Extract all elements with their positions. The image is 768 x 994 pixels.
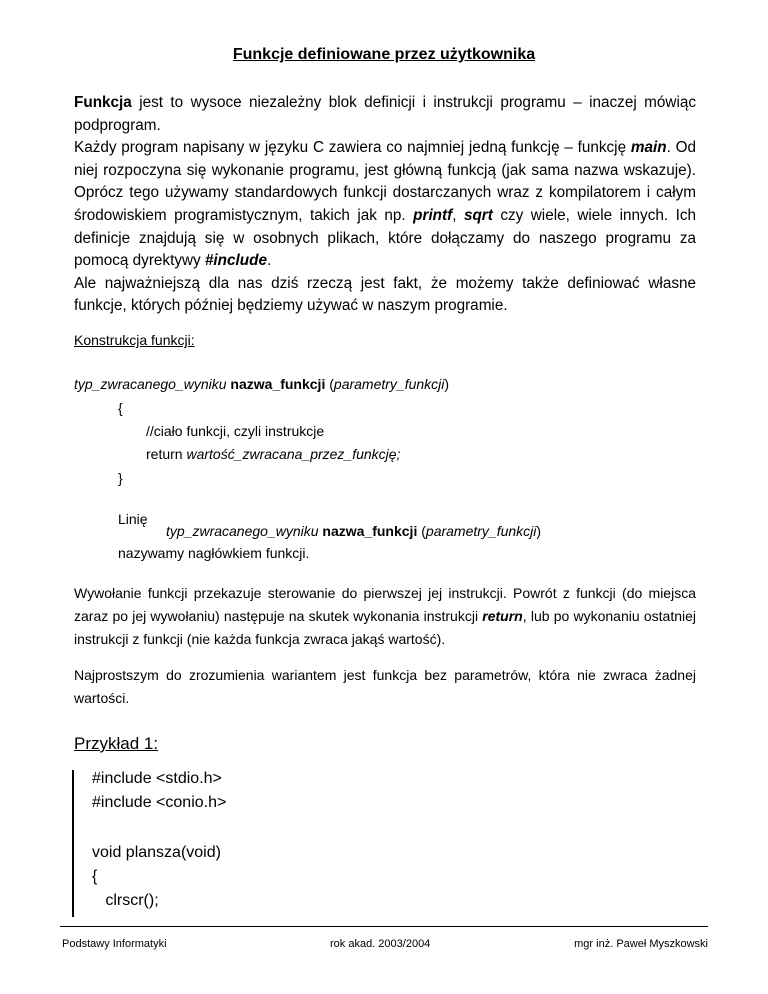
body-comment: //ciało funkcji, czyli instrukcje xyxy=(146,423,325,439)
example-title: Przykład 1: xyxy=(74,734,159,753)
term-funkcja: Funkcja xyxy=(74,94,132,111)
intro-section xyxy=(74,92,696,318)
code-line: { xyxy=(92,868,98,885)
return-statement: return wartość_zwracana_przez_funkcję; xyxy=(146,446,401,462)
intro-paragraph-1: Funkcja jest to wysoce niezależny blok definicji i instrukcji programu – inaczej mówiąc podprogram. xyxy=(74,94,696,134)
footer-year: rok akad. 2003/2004 xyxy=(330,938,431,950)
footer-course: Podstawy Informatyki xyxy=(62,938,167,950)
header-signature: typ_zwracanego_wyniku nazwa_funkcji (parametry_funkcji) xyxy=(166,523,542,539)
construction-label: Konstrukcja funkcji: xyxy=(74,332,195,348)
term-printf: printf xyxy=(413,206,453,224)
intro-paragraph-3: Ale najważniejszą dla nas dziś rzeczą jest fakt, że możemy także definiować własne funkcje, których później będziemy używać w naszym programie. xyxy=(74,274,696,315)
brace-open: { xyxy=(118,400,123,416)
code-line: #include <conio.h> xyxy=(92,794,227,811)
page-title: Funkcje definiowane przez użytkownika xyxy=(232,46,536,63)
line-word: Linię xyxy=(118,511,148,527)
code-line: clrscr(); xyxy=(92,892,159,909)
intro-paragraph-2: Każdy program napisany w języku C zawiera co najmniej jedną funkcję – funkcję main. Od niej rozpoczyna się wykonanie programu, jest główną funkcją (jak sama nazwa wskazuje). Oprócz tego używamy standardowych funkcji dostarczanych wraz z kompilatorem i całym środowiskiem programistycznym, takich jak np. printf, sqrt czy wiele, wiele innych. Ich definicje znajdują się w osobnych plikach, które dołączamy do naszego programu za pomocą dyrektywy #include. xyxy=(74,139,696,270)
header-description: nazywamy nagłówkiem funkcji. xyxy=(118,545,310,561)
footer-author: mgr inż. Paweł Myszkowski xyxy=(574,938,708,950)
function-signature: typ_zwracanego_wyniku nazwa_funkcji (parametry_funkcji) xyxy=(74,376,450,392)
code-line: #include <stdio.h> xyxy=(92,770,222,787)
code-line: void plansza(void) xyxy=(92,844,221,861)
call-paragraph: Wywołanie funkcji przekazuje sterowanie do pierwszej jej instrukcji. Powrót z funkcji (do miejsca zaraz po jej wywołaniu) następuje na skutek wykonania instrukcji return, lub po wykonaniu ostatniej instrukcji z funkcji (nie każda funkcja zwraca jakąś wartość). xyxy=(74,585,696,647)
term-main: main xyxy=(630,139,667,157)
term-return: return xyxy=(482,608,523,624)
term-sqrt: sqrt xyxy=(463,206,493,224)
code-example xyxy=(72,770,694,917)
simplest-paragraph: Najprostszym do zrozumienia wariantem jest funkcja bez parametrów, która nie zwraca żadnej wartości. xyxy=(74,667,696,706)
brace-close: } xyxy=(118,470,123,486)
term-include: #include xyxy=(204,252,267,270)
footer-divider xyxy=(60,926,708,927)
